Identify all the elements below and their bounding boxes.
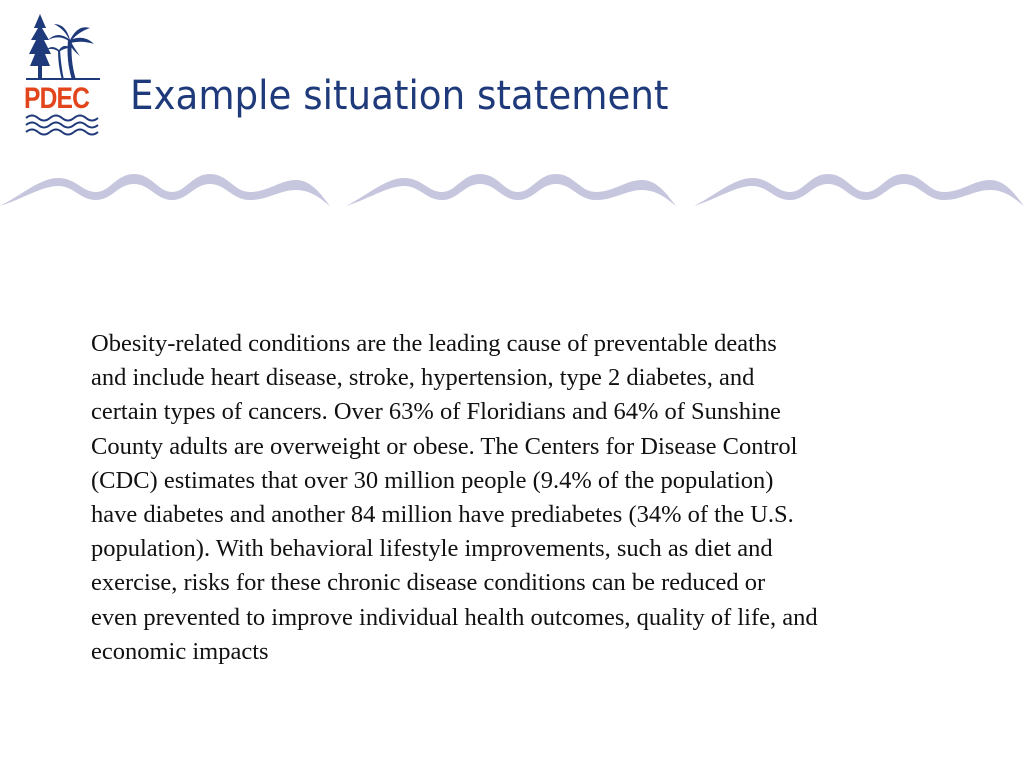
- pdec-logo: [22, 10, 104, 140]
- slide-title: Example situation statement: [130, 73, 669, 119]
- palm-trees-icon: [22, 10, 104, 140]
- logo-text: PDEC: [24, 82, 90, 115]
- wave-divider-icon: [0, 166, 1024, 210]
- situation-statement-text: Obesity-related conditions are the leading cause of preventable deaths and include heart disease, stroke, hypertension, type 2 diabetes, and certain types of cancers. Over 63% of Floridians and 64% of Sunshine County adults are overweight or obese. The Centers for Disease Control (CDC) estimates that over 30 million people (9.4% of the population) have diabetes and another 84 million have prediabetes (34% of the U.S. population). With behavioral lifestyle improvements, such as diet and exercise, risks for these chronic disease conditions can be reduced or even prevented to improve individual health outcomes, quality of life, and economic impacts: [91, 330, 818, 665]
- waves-icon: [26, 116, 98, 121]
